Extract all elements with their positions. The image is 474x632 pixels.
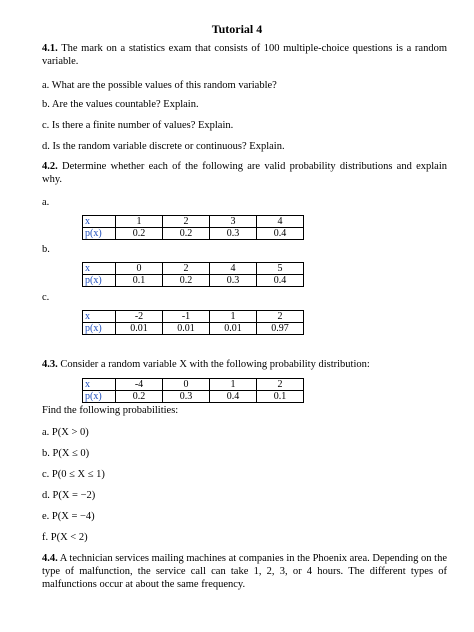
x-value: -1 [163, 311, 210, 323]
q43-item-c: c. P(0 ≤ X ≤ 1) [42, 469, 105, 480]
header-x: x [83, 379, 116, 391]
distribution-table-a [82, 215, 304, 240]
p-value: 0.4 [257, 228, 304, 240]
x-value: 2 [163, 216, 210, 228]
distribution-table-b [82, 262, 304, 287]
x-value: 3 [210, 216, 257, 228]
p-value: 0.2 [163, 275, 210, 287]
table-row [83, 263, 304, 275]
p-value: 0.01 [163, 323, 210, 335]
p-value: 0.2 [116, 228, 163, 240]
p-value: 0.97 [257, 323, 304, 335]
header-px: p(x) [83, 323, 116, 335]
table-row [83, 379, 304, 391]
page-title: Tutorial 4 [211, 22, 263, 36]
question-4-4 [42, 552, 447, 591]
table-row [83, 311, 304, 323]
x-value: 1 [210, 311, 257, 323]
table-row [83, 275, 304, 287]
table-label-b: b. [42, 244, 50, 255]
p-value: 0.01 [210, 323, 257, 335]
question-text: Determine whether each of the following are valid probability distributions and explain why. [42, 161, 447, 185]
question-number: 4.2. [42, 161, 58, 172]
table-label-c: c. [42, 292, 50, 303]
q41-item-d: d. Is the random variable discrete or continuous? Explain. [42, 141, 285, 152]
p-value: 0.2 [116, 391, 163, 403]
header-x: x [83, 311, 116, 323]
x-value: 2 [257, 379, 304, 391]
header-px: p(x) [83, 275, 116, 287]
question-text: The mark on a statistics exam that consists of 100 multiple-choice questions is a random variable. [42, 43, 447, 67]
x-value: 1 [210, 379, 257, 391]
question-text: A technician services mailing machines at companies in the Phoenix area. Depending on the type of malfunction, the service call can take 1, 2, 3, or 4 hours. The different types of malfunctions occur at about the same frequency. [42, 553, 448, 590]
q43-item-e: e. P(X = −4) [42, 511, 95, 522]
p-value: 0.4 [257, 275, 304, 287]
x-value: 0 [163, 379, 210, 391]
p-value: 0.1 [257, 391, 304, 403]
q41-item-c: c. Is there a finite number of values? Explain. [42, 120, 234, 131]
question-number: 4.3. [42, 359, 58, 370]
p-value: 0.3 [163, 391, 210, 403]
q41-item-a: a. What are the possible values of this random variable? [42, 80, 277, 91]
distribution-table-c [82, 310, 304, 335]
question-number: 4.1. [42, 43, 58, 54]
x-value: 1 [116, 216, 163, 228]
p-value: 0.1 [116, 275, 163, 287]
q41-item-b: b. Are the values countable? Explain. [42, 99, 199, 110]
distribution-table-q43 [82, 378, 304, 403]
table-row [83, 391, 304, 403]
question-4-3 [42, 358, 370, 371]
x-value: -2 [116, 311, 163, 323]
x-value: -4 [116, 379, 163, 391]
header-px: p(x) [83, 391, 116, 403]
find-probabilities-text: Find the following probabilities: [42, 405, 179, 416]
question-text: Consider a random variable X with the following probability distribution: [57, 359, 370, 370]
p-value: 0.3 [210, 275, 257, 287]
header-px: p(x) [83, 228, 116, 240]
header-x: x [83, 216, 116, 228]
q43-item-d: d. P(X = −2) [42, 490, 96, 501]
x-value: 5 [257, 263, 304, 275]
p-value: 0.01 [116, 323, 163, 335]
table-row [83, 323, 304, 335]
p-value: 0.3 [210, 228, 257, 240]
x-value: 2 [163, 263, 210, 275]
question-number: 4.4. [42, 553, 58, 564]
table-row [83, 216, 304, 228]
q43-item-f: f. P(X < 2) [42, 532, 88, 543]
header-x: x [83, 263, 116, 275]
q43-item-a: a. P(X > 0) [42, 427, 89, 438]
q43-item-b: b. P(X ≤ 0) [42, 448, 90, 459]
table-label-a: a. [42, 197, 50, 208]
question-4-1 [42, 42, 447, 68]
question-4-2 [42, 160, 447, 186]
p-value: 0.4 [210, 391, 257, 403]
p-value: 0.2 [163, 228, 210, 240]
x-value: 0 [116, 263, 163, 275]
x-value: 4 [210, 263, 257, 275]
table-row [83, 228, 304, 240]
x-value: 2 [257, 311, 304, 323]
x-value: 4 [257, 216, 304, 228]
